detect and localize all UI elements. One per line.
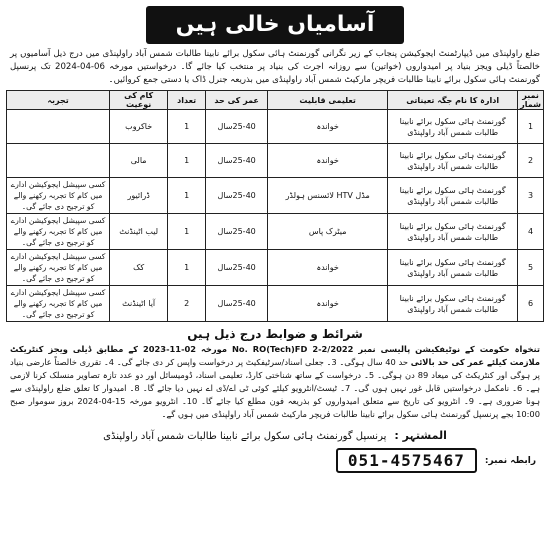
cell-age: 25-40سال (206, 144, 268, 178)
table-row (7, 110, 544, 144)
cell-qualification: میٹرک پاس (268, 214, 388, 250)
cell-qualification: خواندہ (268, 144, 388, 178)
table-row (7, 214, 544, 250)
cell-nature: خاکروب (110, 110, 168, 144)
vacancies-table (6, 90, 544, 322)
cell-sno: 6 (518, 286, 544, 322)
cell-experience: کسی سپیشل ایجوکیشن ادارے میں کام کا تجربہ رکھنے والے کو ترجیح دی جائے گی۔ (7, 250, 110, 286)
table-header-row (7, 91, 544, 110)
terms-paragraph (6, 343, 544, 421)
cell-institution: گورنمنٹ ہائی سکول برائے نابینا طالبات شمس آباد راولپنڈی (388, 178, 518, 214)
cell-qualification: مڈل HTV لائسنس ہولڈر (268, 178, 388, 214)
contact-label: رابطہ نمبر: (484, 455, 536, 466)
cell-age: 25-40سال (206, 110, 268, 144)
col-header-institution: ادارہ کا نام جگہ تعیناتی (388, 91, 518, 110)
cell-experience: کسی سپیشل ایجوکیشن ادارے میں کام کا تجربہ رکھنے والے کو ترجیح دی جائے گی۔ (7, 178, 110, 214)
advertiser-block (6, 429, 544, 442)
col-header-nature: کام کی نوعیت (110, 91, 168, 110)
table-row (7, 250, 544, 286)
cell-institution: گورنمنٹ ہائی سکول برائے نابینا طالبات شمس آباد راولپنڈی (388, 286, 518, 322)
cell-age: 25-40سال (206, 178, 268, 214)
cell-nature: لیب اٹینڈنٹ (110, 214, 168, 250)
cell-experience (7, 110, 110, 144)
cell-experience: کسی سپیشل ایجوکیشن ادارے میں کام کا تجربہ رکھنے والے کو ترجیح دی جائے گی۔ (7, 286, 110, 322)
col-header-age: عمر کی حد (206, 91, 268, 110)
title-banner (6, 6, 544, 44)
cell-qualification: خواندہ (268, 110, 388, 144)
cell-age: 25-40سال (206, 286, 268, 322)
cell-nature: آیا اٹینڈنٹ (110, 286, 168, 322)
col-header-qualification: تعلیمی قابلیت (268, 91, 388, 110)
intro-paragraph: ضلع راولپنڈی میں ڈیپارٹمنٹ ایجوکیشن پنجاب کے زیر نگرانی گورنمنٹ ہائی سکول برائے نابینا طالبات شمس آباد راولپنڈی میں درج ذیل آسامیوں پر خالصتاً ڈیلی ویجز بنیاد پر امیدواروں (خواتین) سے روزانہ اجرت کی بنیاد پر منتخب کیا جائے گا۔ درخواستیں مورخہ 06-04-2024 تک پرنسپل گورنمنٹ ہائی سکول برائے نابینا طالبات فریچر مارکیٹ شمس آباد راولپنڈی میں بذریعہ جنرل ڈاک یا دستی جمع کروائیں۔ (10, 49, 540, 85)
cell-nature: ڈرائیور (110, 178, 168, 214)
cell-sno: 1 (518, 110, 544, 144)
table-row (7, 178, 544, 214)
col-header-experience: تجربہ (7, 91, 110, 110)
cell-sno: 3 (518, 178, 544, 214)
cell-quantity: 1 (168, 144, 206, 178)
cell-age: 25-40سال (206, 214, 268, 250)
col-header-sno: نمبر شمار (518, 91, 544, 110)
table-row (7, 144, 544, 178)
cell-quantity: 1 (168, 110, 206, 144)
col-header-quantity: تعداد (168, 91, 206, 110)
cell-nature: مالی (110, 144, 168, 178)
terms-lead: تنخواہ حکومت کے نوٹیفکیشن پالیسی نمبر No. RO(Tech)FD 2-2/2022 مورخہ 02-11-2023 کے مطابق ڈیلی ویجز کنٹریکٹ ملازمت کیلئے عمر کی حد بالائی (10, 344, 540, 367)
cell-experience (7, 144, 110, 178)
phone-number: 051-4575467 (336, 448, 477, 473)
cell-institution: گورنمنٹ ہائی سکول برائے نابینا طالبات شمس آباد راولپنڈی (388, 214, 518, 250)
cell-qualification: خواندہ (268, 286, 388, 322)
terms-heading: شرائط و ضوابط درج ذیل ہیں (187, 327, 363, 341)
cell-quantity: 2 (168, 286, 206, 322)
cell-quantity: 1 (168, 178, 206, 214)
page-title: آسامیاں خالی ہیں (146, 6, 405, 44)
cell-nature: کک (110, 250, 168, 286)
cell-age: 25-40سال (206, 250, 268, 286)
contact-block (6, 448, 544, 473)
terms-body: حد 40 سال ہوگی۔ 3۔ جعلی اسناد/سرٹیفکیٹ پر درخواست واپس کر دی جائے گی۔ 4۔ تقرری خالصتاً عارضی بنیاد پر ہوگی اور کنٹریکٹ کی میعاد 89 دن ہوگی۔ 5۔ درخواست کے ساتھ شناختی کارڈ، تعلیمی اسناد، ڈومیسائل اور دو عدد تازہ تصاویر منسلک کرنا لازمی ہے۔ 6۔ نامکمل درخواستیں قابل غور نہیں ہوں گی۔ 7۔ ٹیسٹ/انٹرویو کیلئے کوئی ٹی اے/ڈی اے نہیں دیا جائے گا۔ 8۔ امیدوار کا تعلق ضلع راولپنڈی سے ہونا ضروری ہے۔ 9۔ انٹرویو کی تاریخ سے متعلق امیدواروں کو بذریعہ فون مطلع کیا جائے گا۔ 10۔ انٹرویو مورخہ 15-04-2024 بروز سوموار صبح 10:00 بجے پرنسپل گورنمنٹ ہائی سکول برائے نابینا طالبات فریچر مارکیٹ شمس آباد راولپنڈی میں ہوں گے۔ (10, 357, 540, 419)
advertiser-name: پرنسپل گورنمنٹ ہائی سکول برائے نابینا طالبات شمس آباد راولپنڈی (103, 431, 387, 442)
cell-quantity: 1 (168, 214, 206, 250)
cell-sno: 2 (518, 144, 544, 178)
cell-experience: کسی سپیشل ایجوکیشن ادارے میں کام کا تجربہ رکھنے والے کو ترجیح دی جائے گی۔ (7, 214, 110, 250)
cell-qualification: خواندہ (268, 250, 388, 286)
cell-sno: 4 (518, 214, 544, 250)
cell-institution: گورنمنٹ ہائی سکول برائے نابینا طالبات شمس آباد راولپنڈی (388, 250, 518, 286)
cell-quantity: 1 (168, 250, 206, 286)
table-row (7, 286, 544, 322)
cell-sno: 5 (518, 250, 544, 286)
cell-institution: گورنمنٹ ہائی سکول برائے نابینا طالبات شمس آباد راولپنڈی (388, 144, 518, 178)
cell-institution: گورنمنٹ ہائی سکول برائے نابینا طالبات شمس آباد راولپنڈی (388, 110, 518, 144)
advertiser-label: المشتہر : (394, 429, 447, 442)
